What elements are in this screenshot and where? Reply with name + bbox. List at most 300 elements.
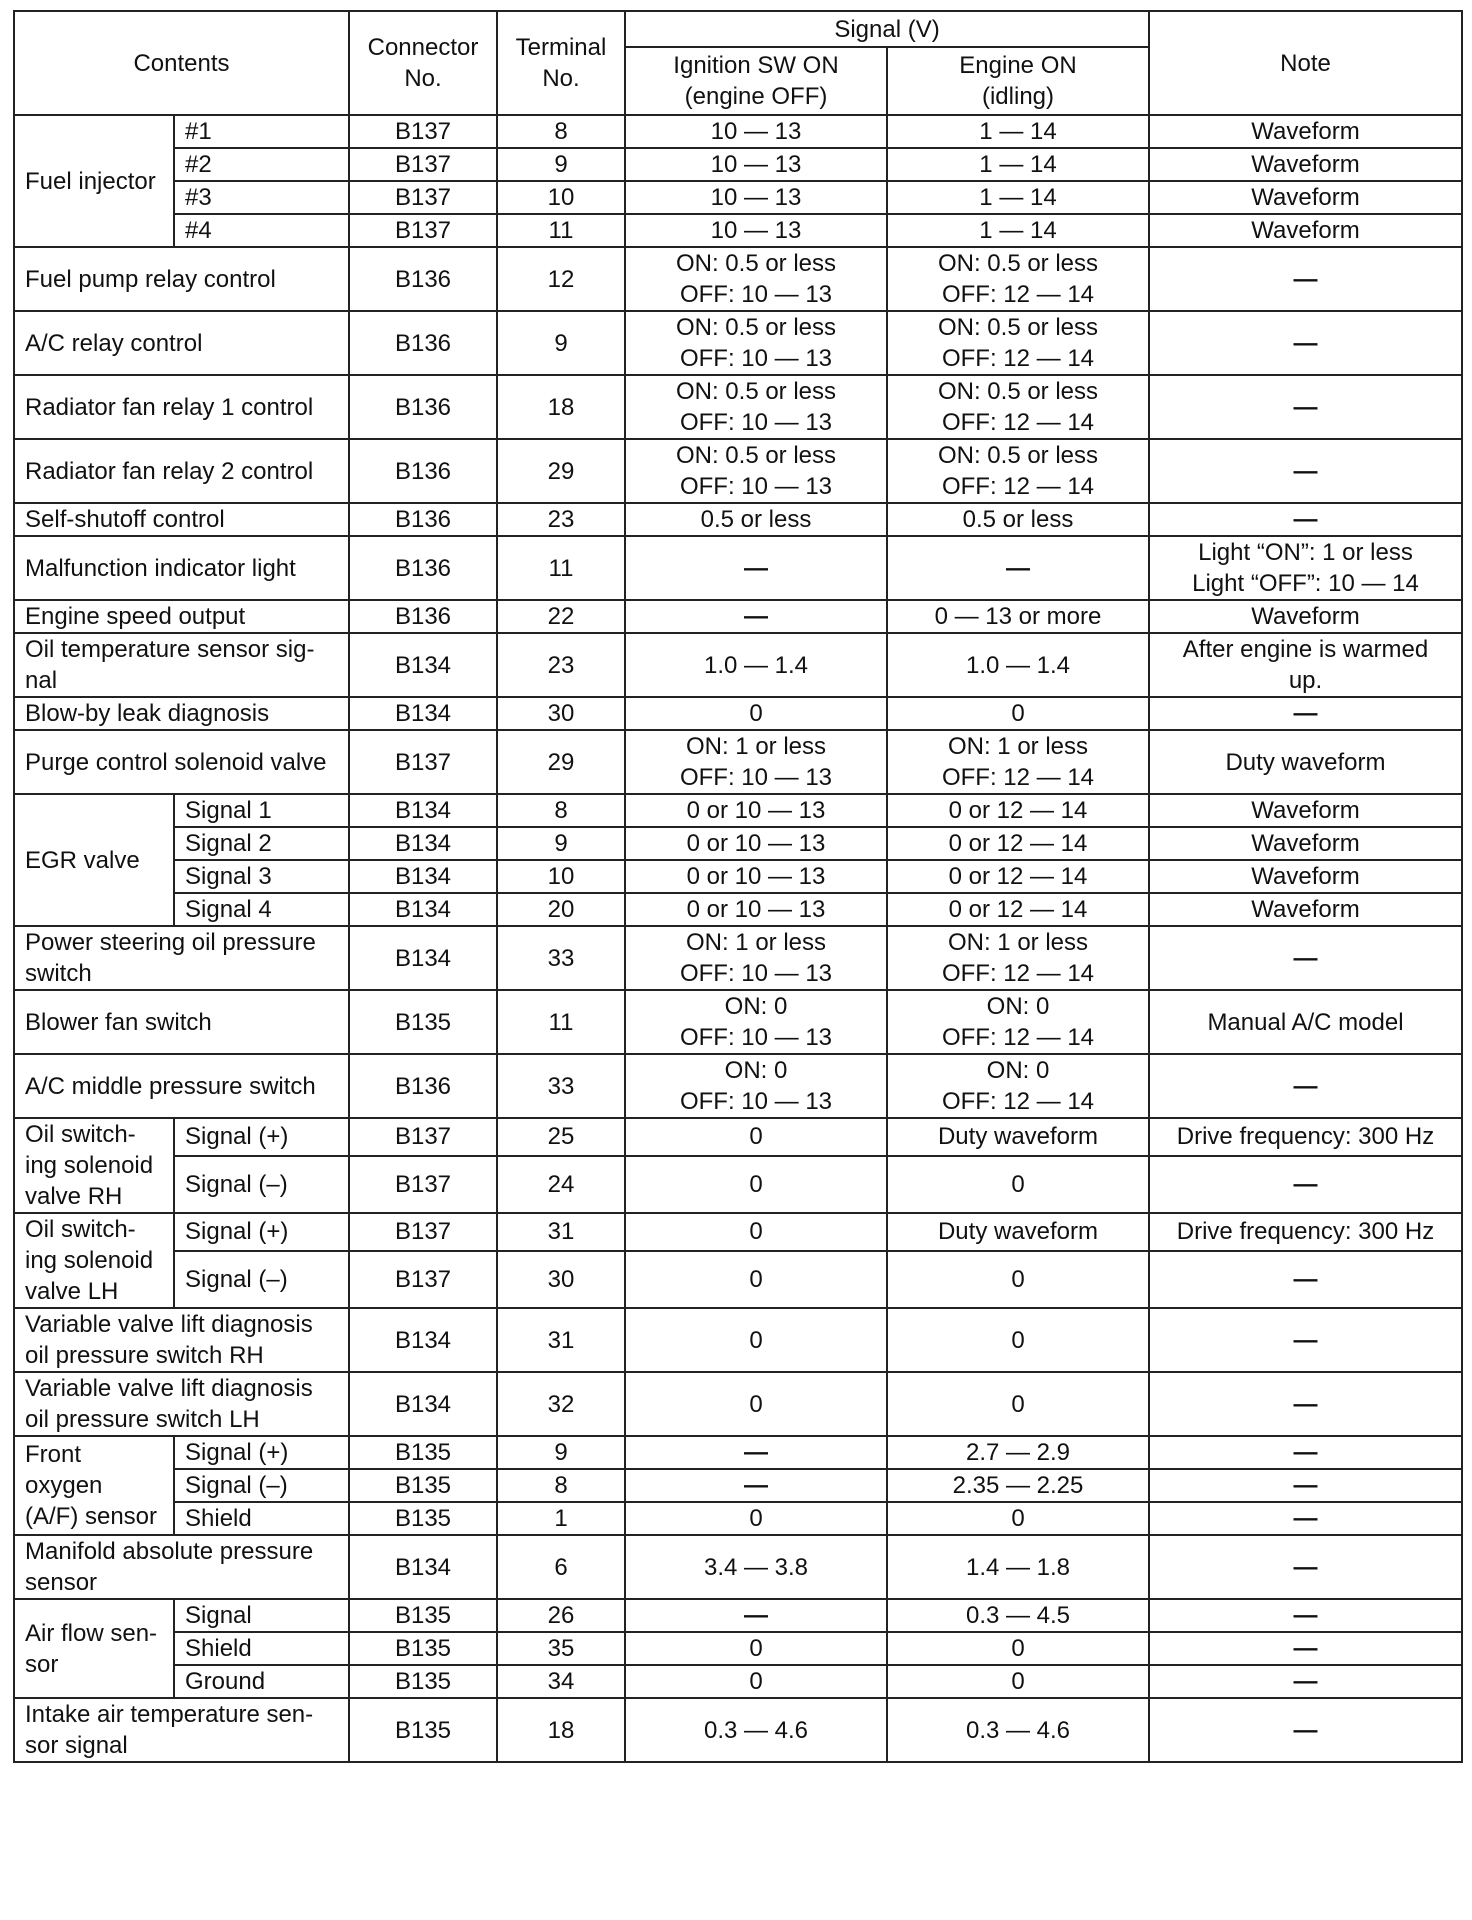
connector-no-cell	[349, 503, 497, 536]
cell-line: Air flow sen-	[25, 1619, 158, 1647]
table-header	[14, 11, 1462, 115]
terminal-no-cell	[497, 181, 625, 214]
note-cell	[1149, 1632, 1462, 1665]
cell-line: —	[1293, 1072, 1318, 1100]
connector-no-cell	[349, 1118, 497, 1156]
item-name	[14, 697, 349, 730]
sub-item-name	[174, 1436, 349, 1469]
cell-line: Malfunction indicator light	[25, 554, 296, 582]
cell-line: —	[1293, 700, 1318, 727]
cell-line: 2.35 — 2.25	[952, 1472, 1084, 1499]
cell-line: —	[1293, 506, 1318, 533]
note-cell	[1149, 311, 1462, 375]
group-name	[14, 1213, 174, 1308]
cell-line: Waveform	[1251, 797, 1360, 824]
cell-line: 3.4 — 3.8	[703, 1553, 809, 1581]
cell-line: 8	[554, 1472, 568, 1499]
terminal-no-cell	[497, 1118, 625, 1156]
header-terminal-no	[497, 11, 625, 115]
note-cell	[1149, 247, 1462, 311]
table-row	[14, 1054, 1462, 1118]
table-row	[14, 1372, 1462, 1436]
cell-line: —	[1293, 265, 1318, 293]
cell-line: 32	[547, 1390, 575, 1418]
connector-no-cell	[349, 827, 497, 860]
cell-line: 23	[547, 506, 575, 533]
cell-line: No.	[404, 65, 442, 92]
cell-line: B137	[394, 1170, 452, 1198]
engine-on-value	[887, 1632, 1149, 1665]
cell-line: Waveform	[1251, 217, 1360, 244]
connector-no-cell	[349, 181, 497, 214]
cell-line: #4	[185, 217, 212, 244]
connector-no-cell	[349, 1632, 497, 1665]
cell-line: OFF: 10 — 13	[679, 764, 833, 791]
cell-line: 0.5 or less	[962, 506, 1074, 533]
note-cell	[1149, 827, 1462, 860]
cell-line: switch	[25, 960, 92, 987]
note-cell	[1149, 893, 1462, 926]
item-name	[14, 1054, 349, 1118]
table-row	[14, 503, 1462, 536]
item-name	[14, 375, 349, 439]
cell-line: ON: 1 or less	[685, 733, 827, 760]
cell-line: 8	[554, 118, 568, 145]
table-row	[14, 1698, 1462, 1762]
connector-no-cell	[349, 1372, 497, 1436]
group-name	[14, 1436, 174, 1535]
cell-line: Power steering oil pressure	[25, 929, 316, 956]
item-name	[14, 1308, 349, 1372]
cell-line: 1 — 14	[979, 151, 1057, 178]
sub-item-name	[174, 1118, 349, 1156]
cell-line: Signal 2	[185, 830, 272, 857]
connector-no-cell	[349, 1436, 497, 1469]
terminal-no-cell	[497, 1372, 625, 1436]
note-cell	[1149, 926, 1462, 990]
cell-line: 1.0 — 1.4	[703, 651, 809, 679]
cell-line: OFF: 12 — 14	[941, 473, 1095, 500]
note-cell	[1149, 1436, 1462, 1469]
cell-line: Oil temperature sensor sig-	[25, 636, 315, 663]
ignition-sw-on-value	[625, 181, 887, 214]
cell-line: 9	[554, 830, 568, 857]
connector-no-cell	[349, 1599, 497, 1632]
cell-line: OFF: 10 — 13	[679, 281, 833, 308]
sub-item-name	[174, 115, 349, 148]
item-name	[14, 1698, 349, 1762]
engine-on-value	[887, 503, 1149, 536]
terminal-no-cell	[497, 1308, 625, 1372]
cell-line: A/C relay control	[25, 329, 203, 357]
connector-no-cell	[349, 247, 497, 311]
cell-line: OFF: 10 — 13	[679, 1088, 833, 1115]
cell-line: B136	[394, 329, 452, 357]
sub-item-name	[174, 860, 349, 893]
terminal-no-cell	[497, 503, 625, 536]
cell-line: 9	[554, 329, 568, 357]
engine-on-value	[887, 247, 1149, 311]
ignition-sw-on-value	[625, 311, 887, 375]
cell-line: Oil switch-	[25, 1216, 136, 1243]
table-row	[14, 990, 1462, 1054]
group-name	[14, 1118, 174, 1213]
table-row	[14, 1156, 1462, 1213]
cell-line: Engine ON	[959, 52, 1077, 79]
ignition-sw-on-value	[625, 730, 887, 794]
header-note	[1149, 11, 1462, 115]
cell-line: 11	[548, 554, 574, 582]
connector-no-cell	[349, 375, 497, 439]
cell-line: Waveform	[1251, 863, 1360, 890]
cell-line: B136	[394, 554, 452, 582]
cell-line: 1.0 — 1.4	[965, 651, 1071, 679]
cell-line: Signal 4	[185, 896, 272, 923]
cell-line: Terminal	[515, 34, 607, 61]
cell-line: Signal (V)	[834, 15, 940, 43]
cell-line: 0 or 12 — 14	[948, 896, 1088, 923]
engine-on-value	[887, 893, 1149, 926]
cell-line: ON: 0.5 or less	[937, 314, 1099, 341]
cell-line: —	[1293, 1602, 1318, 1629]
table-row	[14, 1213, 1462, 1251]
engine-on-value	[887, 1436, 1149, 1469]
cell-line: —	[1293, 1505, 1318, 1532]
cell-line: Signal (+)	[185, 1123, 289, 1151]
table-row	[14, 794, 1462, 827]
terminal-no-cell	[497, 1213, 625, 1251]
cell-line: —	[1293, 1553, 1318, 1581]
table-row	[14, 439, 1462, 503]
note-cell	[1149, 1308, 1462, 1372]
cell-line: B134	[394, 1326, 452, 1354]
item-name	[14, 926, 349, 990]
ignition-sw-on-value	[625, 893, 887, 926]
engine-on-value	[887, 1502, 1149, 1535]
item-name	[14, 247, 349, 311]
cell-line: Waveform	[1251, 603, 1360, 630]
connector-no-cell	[349, 536, 497, 600]
cell-line: 0 — 13 or more	[934, 603, 1102, 630]
cell-line: 10 — 13	[710, 151, 802, 178]
terminal-no-cell	[497, 697, 625, 730]
table-row	[14, 1251, 1462, 1308]
cell-line: B135	[394, 1668, 452, 1695]
cell-line: 33	[547, 1072, 575, 1100]
cell-line: B135	[394, 1602, 452, 1629]
cell-line: OFF: 12 — 14	[941, 281, 1095, 308]
cell-line: Variable valve lift diagnosis	[25, 1311, 313, 1338]
cell-line: ON: 0.5 or less	[937, 250, 1099, 277]
cell-line: B134	[394, 830, 452, 857]
engine-on-value	[887, 1156, 1149, 1213]
terminal-no-cell	[497, 990, 625, 1054]
engine-on-value	[887, 1372, 1149, 1436]
cell-line: 2.7 — 2.9	[965, 1439, 1071, 1466]
cell-line: 9	[554, 1439, 568, 1466]
cell-line: —	[744, 1439, 768, 1466]
terminal-no-cell	[497, 600, 625, 633]
cell-line: ON: 0.5 or less	[675, 442, 837, 469]
engine-on-value	[887, 439, 1149, 503]
cell-line: sensor	[25, 1569, 98, 1596]
item-name	[14, 439, 349, 503]
cell-line: oil pressure switch RH	[25, 1342, 264, 1369]
cell-line: Blower fan switch	[25, 1008, 212, 1036]
connector-no-cell	[349, 1251, 497, 1308]
table-row	[14, 247, 1462, 311]
ignition-sw-on-value	[625, 600, 887, 633]
ignition-sw-on-value	[625, 536, 887, 600]
cell-line: 0 or 12 — 14	[948, 797, 1088, 824]
cell-line: ON: 0.5 or less	[675, 378, 837, 405]
connector-no-cell	[349, 1665, 497, 1698]
note-cell	[1149, 214, 1462, 247]
sub-item-name	[174, 1213, 349, 1251]
cell-line: B137	[394, 748, 452, 776]
cell-line: 0	[1011, 700, 1025, 727]
table-row	[14, 214, 1462, 247]
ignition-sw-on-value	[625, 1502, 887, 1535]
table-row	[14, 926, 1462, 990]
cell-line: 11	[548, 1008, 574, 1036]
cell-line: B137	[394, 1265, 452, 1293]
cell-line: —	[744, 554, 768, 582]
cell-line: B136	[394, 457, 452, 485]
cell-line: 30	[547, 700, 575, 727]
cell-line: —	[1293, 1472, 1318, 1499]
cell-line: ON: 0.5 or less	[675, 250, 837, 277]
table-row	[14, 375, 1462, 439]
item-name	[14, 1535, 349, 1599]
cell-line: (A/F) sensor	[25, 1503, 158, 1530]
cell-line: OFF: 12 — 14	[941, 764, 1095, 791]
note-cell	[1149, 1502, 1462, 1535]
ignition-sw-on-value	[625, 1213, 887, 1251]
cell-line: B137	[394, 1218, 452, 1246]
terminal-no-cell	[497, 1436, 625, 1469]
engine-on-value	[887, 1308, 1149, 1372]
table-row	[14, 827, 1462, 860]
cell-line: Waveform	[1251, 151, 1360, 178]
table-row	[14, 730, 1462, 794]
cell-line: B135	[394, 1439, 452, 1466]
header-ignition-sw-on	[625, 47, 887, 115]
item-name	[14, 990, 349, 1054]
cell-line: —	[744, 603, 768, 630]
table-row	[14, 1535, 1462, 1599]
cell-line: B136	[394, 393, 452, 421]
cell-line: 29	[547, 748, 575, 776]
note-cell	[1149, 1599, 1462, 1632]
cell-line: Signal 1	[185, 797, 272, 824]
cell-line: —	[1293, 1265, 1318, 1293]
cell-line: —	[1293, 457, 1318, 485]
cell-line: OFF: 10 — 13	[679, 1024, 833, 1051]
connector-no-cell	[349, 439, 497, 503]
engine-on-value	[887, 600, 1149, 633]
cell-line: (engine OFF)	[684, 83, 828, 110]
cell-line: OFF: 10 — 13	[679, 345, 833, 372]
ignition-sw-on-value	[625, 1054, 887, 1118]
item-name	[14, 503, 349, 536]
cell-line: ON: 1 or less	[947, 733, 1089, 760]
cell-line: ON: 0.5 or less	[937, 378, 1099, 405]
cell-line: Ignition SW ON	[673, 52, 839, 79]
cell-line: 0	[749, 1265, 763, 1293]
cell-line: 1 — 14	[979, 184, 1057, 211]
terminal-no-cell	[497, 1535, 625, 1599]
cell-line: ON: 0	[724, 1057, 788, 1084]
cell-line: 1.4 — 1.8	[965, 1553, 1071, 1581]
terminal-no-cell	[497, 633, 625, 697]
cell-line: 1 — 14	[979, 118, 1057, 145]
sub-item-name	[174, 1251, 349, 1308]
ignition-sw-on-value	[625, 1535, 887, 1599]
cell-line: —	[1293, 1716, 1318, 1744]
cell-line: 12	[547, 265, 575, 293]
engine-on-value	[887, 148, 1149, 181]
ignition-sw-on-value	[625, 247, 887, 311]
cell-line: 0	[1011, 1265, 1025, 1293]
cell-line: up.	[1288, 667, 1323, 694]
cell-line: ON: 0.5 or less	[675, 314, 837, 341]
cell-line: Contents	[133, 49, 230, 77]
cell-line: 0.3 — 4.5	[965, 1602, 1071, 1629]
table-row	[14, 1632, 1462, 1665]
sub-item-name	[174, 214, 349, 247]
cell-line: 0	[749, 1326, 763, 1354]
cell-line: 20	[547, 896, 575, 923]
note-cell	[1149, 536, 1462, 600]
engine-on-value	[887, 860, 1149, 893]
engine-on-value	[887, 697, 1149, 730]
cell-line: B137	[394, 151, 452, 178]
connector-no-cell	[349, 633, 497, 697]
sub-item-name	[174, 827, 349, 860]
engine-on-value	[887, 794, 1149, 827]
cell-line: ON: 1 or less	[947, 929, 1089, 956]
ignition-sw-on-value	[625, 214, 887, 247]
cell-line: sor signal	[25, 1732, 128, 1759]
cell-line: Fuel injector	[25, 167, 156, 195]
cell-line: B137	[394, 1123, 452, 1151]
ignition-sw-on-value	[625, 439, 887, 503]
cell-line: Blow-by leak diagnosis	[25, 700, 270, 727]
note-cell	[1149, 860, 1462, 893]
ignition-sw-on-value	[625, 1118, 887, 1156]
table-row	[14, 1308, 1462, 1372]
cell-line: Fuel pump relay control	[25, 265, 276, 293]
note-cell	[1149, 115, 1462, 148]
connector-no-cell	[349, 148, 497, 181]
sub-item-name	[174, 1469, 349, 1502]
cell-line: 35	[547, 1635, 575, 1662]
cell-line: —	[1293, 1390, 1318, 1418]
cell-line: #3	[185, 184, 212, 211]
cell-line: A/C middle pressure switch	[25, 1072, 316, 1100]
engine-on-value	[887, 181, 1149, 214]
ignition-sw-on-value	[625, 1156, 887, 1213]
note-cell	[1149, 633, 1462, 697]
cell-line: OFF: 12 — 14	[941, 409, 1095, 436]
item-name	[14, 633, 349, 697]
cell-line: Duty waveform	[937, 1218, 1099, 1246]
header-engine-on	[887, 47, 1149, 115]
note-cell	[1149, 1698, 1462, 1762]
connector-no-cell	[349, 860, 497, 893]
engine-on-value	[887, 1535, 1149, 1599]
terminal-no-cell	[497, 214, 625, 247]
terminal-no-cell	[497, 1054, 625, 1118]
engine-on-value	[887, 375, 1149, 439]
sub-item-name	[174, 1665, 349, 1698]
cell-line: No.	[542, 65, 580, 92]
engine-on-value	[887, 1665, 1149, 1698]
table-row	[14, 536, 1462, 600]
cell-line: nal	[25, 667, 58, 694]
cell-line: —	[1006, 554, 1030, 582]
cell-line: #1	[185, 118, 212, 145]
note-cell	[1149, 439, 1462, 503]
note-cell	[1149, 148, 1462, 181]
cell-line: —	[1293, 329, 1318, 357]
note-cell	[1149, 1118, 1462, 1156]
cell-line: —	[1293, 1439, 1318, 1466]
cell-line: B135	[394, 1472, 452, 1499]
cell-line: Waveform	[1251, 830, 1360, 857]
note-cell	[1149, 1054, 1462, 1118]
table-row	[14, 115, 1462, 148]
cell-line: OFF: 12 — 14	[941, 1024, 1095, 1051]
table-row	[14, 181, 1462, 214]
cell-line: B137	[394, 217, 452, 244]
connector-no-cell	[349, 926, 497, 990]
connector-no-cell	[349, 1469, 497, 1502]
cell-line: Shield	[185, 1635, 252, 1662]
engine-on-value	[887, 633, 1149, 697]
cell-line: —	[1293, 393, 1318, 421]
note-cell	[1149, 1469, 1462, 1502]
cell-line: ON: 0.5 or less	[937, 442, 1099, 469]
cell-line: 0.5 or less	[700, 506, 812, 533]
cell-line: Drive frequency: 300 Hz	[1176, 1218, 1435, 1246]
cell-line: Ground	[185, 1668, 266, 1695]
ignition-sw-on-value	[625, 1599, 887, 1632]
connector-no-cell	[349, 1535, 497, 1599]
sub-item-name	[174, 1599, 349, 1632]
cell-line: 0	[1011, 1390, 1025, 1418]
table-row	[14, 1599, 1462, 1632]
ignition-sw-on-value	[625, 1665, 887, 1698]
cell-line: 10 — 13	[710, 217, 802, 244]
table-row	[14, 860, 1462, 893]
signal-table	[13, 10, 1463, 1763]
terminal-no-cell	[497, 926, 625, 990]
cell-line: 18	[547, 393, 575, 421]
cell-line: 0	[1011, 1170, 1025, 1198]
note-cell	[1149, 1665, 1462, 1698]
engine-on-value	[887, 115, 1149, 148]
cell-line: OFF: 10 — 13	[679, 960, 833, 987]
cell-line: 0 or 12 — 14	[948, 863, 1088, 890]
table-row	[14, 148, 1462, 181]
cell-line: ON: 0	[986, 1057, 1050, 1084]
connector-no-cell	[349, 600, 497, 633]
cell-line: 31	[547, 1326, 575, 1354]
item-name	[14, 311, 349, 375]
note-cell	[1149, 697, 1462, 730]
